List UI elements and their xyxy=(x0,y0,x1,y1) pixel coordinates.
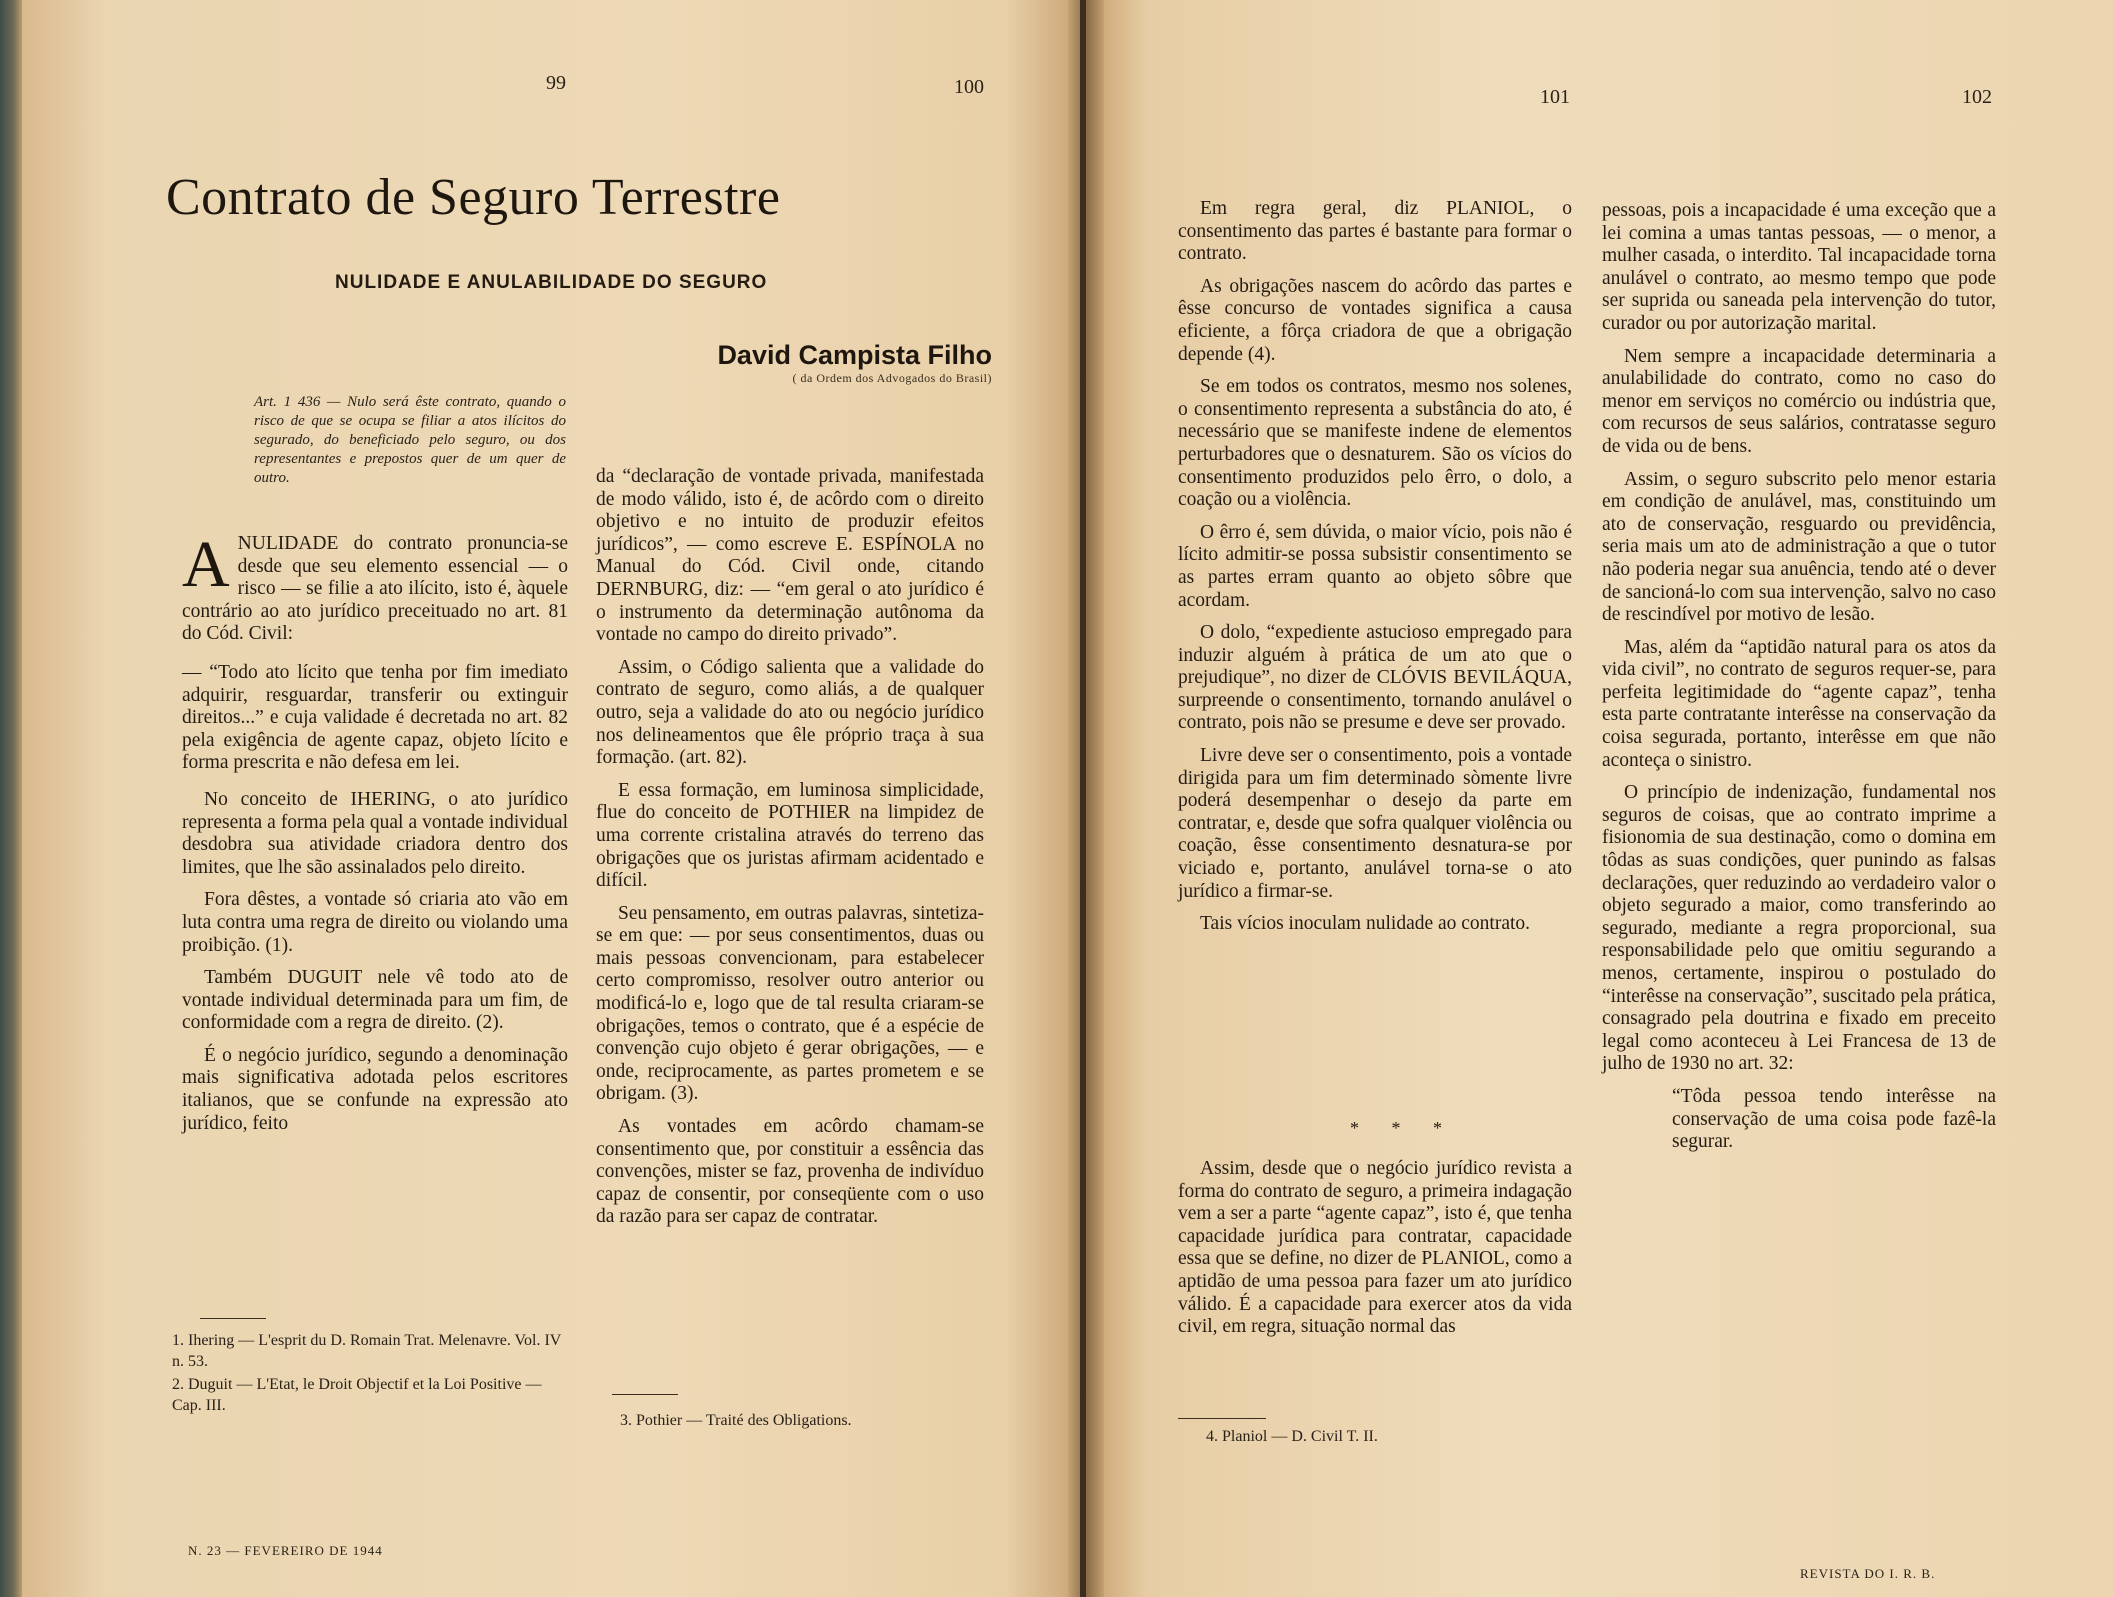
page-number-99: 99 xyxy=(546,72,566,94)
issue-footer: N. 23 — FEVEREIRO DE 1944 xyxy=(188,1543,383,1558)
author-affiliation: ( da Ordem dos Advogados do Brasil) xyxy=(792,371,992,385)
epigraph: Art. 1 436 — Nulo será êste contrato, quando o risco de que se ocupa se filiar a atos ilícitos do segurado, do beneficiado pelo seguro, ou dos representantes e prepostos quer de um quer de outro. xyxy=(254,394,566,486)
footnote-rule xyxy=(1178,1418,1266,1419)
paragraph: O princípio de indenização, fundamental nos seguros de coisas, que ao contrato imprime a fisionomia de sua destinação, como o domina em tôdas as suas condições, quer punindo as falsas declarações, quer reduzindo ao verdadeiro valor o objeto segurado a maior, como transferindo ao segurado, mediante a regra proporcional, sua responsabilidade pelo que omitiu segurando a menos, certamente, inspirou o postulado do “interêsse na conservação”, suscitado pela prática, consagrado pela doutrina e fixado em preceito legal como aconteceu à Lei Francesa de 13 de julho de 1930 no art. 32: xyxy=(1602,782,1996,1075)
page-number-100: 100 xyxy=(954,76,984,98)
quoted-law: “Tôda pessoa tendo interêsse na conservação de uma coisa pode fazê-la segurar. xyxy=(1672,1085,1996,1153)
paragraph: Se em todos os contratos, mesmo nos solenes, o consentimento representa a substância do ato, é necessário que se manifeste indene de elementos perturbadores que o desnaturem. São os vícios do consentimento produzidos pelo êrro, o dolo, a coação ou a violência. xyxy=(1178,376,1572,511)
paragraph: Também DUGUIT nele vê todo ato de vontade individual determinada para um fim, de conformidade com a regra de direito. (2). xyxy=(182,967,568,1034)
paragraph: Assim, o seguro subscrito pelo menor estaria em condição de anulável, mas, constituindo um ato de conservação, resguardo ou previdência, seria mais um ato de administração a que o tutor não poderia negar sua anuência, tendo até o dever de sancioná-lo com sua intervenção, salvo no caso de rescindível por motivo de lesão. xyxy=(1602,468,1996,626)
paragraph: Seu pensamento, em outras palavras, sintetiza-se em que: — por seus consentimentos, duas ou mais pessoas convencionam, para estabelecer certo compromisso, resolver outro anterior ou modificá-lo e, logo que de tal resulta criaram-se obrigações, temos o contrato, que é a espécie de convenção cujo objeto é gerar obrigações, — e onde, reciprocamente, as partes prometem e se obrigam. (3). xyxy=(596,902,984,1105)
paragraph: As obrigações nascem do acôrdo das partes e êsse concurso de vontades significa a causa eficiente, a fôrça criadora de que a obrigação depende (4). xyxy=(1178,275,1572,365)
paragraph: O êrro é, sem dúvida, o maior vício, pois não é lícito admitir-se possa subsistir consentimento se as partes erram quanto ao objeto sôbre que acordam. xyxy=(1178,521,1572,611)
journal-footer: REVISTA DO I. R. B. xyxy=(1800,1566,1936,1581)
page-number-102: 102 xyxy=(1962,86,1992,108)
paragraph: Nem sempre a incapacidade determinaria a anulabilidade do contrato, como no caso do menor em serviços no comércio ou indústria que, com recursos de seus salários, contratasse seguro de vida ou de bens. xyxy=(1602,345,1996,457)
article-title: Contrato de Seguro Terrestre xyxy=(166,169,781,226)
text-column-1 xyxy=(182,528,568,1145)
footnotes-page-99 xyxy=(172,1330,564,1418)
footnote-4: 4. Planiol — D. Civil T. II. xyxy=(1206,1428,1378,1445)
text-column-4 xyxy=(1602,200,1996,1164)
book-spine xyxy=(1068,0,1104,1597)
paragraph: Fora dêstes, a vontade só criaria ato vão em luta contra uma regra de direito ou violando uma proibição. (1). xyxy=(182,889,568,956)
paragraph: da “declaração de vontade privada, manifestada de modo válido, isto é, de acôrdo com o direito objetivo e no intuito de produzir efeitos jurídicos”, — como escreve E. ESPÍNOLA no Manual do Cód. Civil onde, citando DERNBURG, diz: — “em geral o ato jurídico é o instrumento da determinação autônoma da vontade no campo do direito privado”. xyxy=(596,466,984,646)
text-column-2 xyxy=(596,466,984,1239)
text-column-3-continued xyxy=(1178,1158,1572,1349)
paragraph: Tais vícios inoculam nulidade ao contrato. xyxy=(1200,913,1531,935)
drop-cap: A xyxy=(182,528,230,601)
section-separator: * * * xyxy=(1350,1118,1456,1138)
article-subtitle: NULIDADE E ANULABILIDADE DO SEGURO xyxy=(335,272,768,293)
quoted-article: — “Todo ato lícito que tenha por fim imediato adquirir, resguardar, transferir ou extinguir direitos...” e cuja validade é decretada no art. 82 pela exigência de agente capaz, objeto lícito e forma prescrita e não defesa em lei. xyxy=(182,661,568,774)
paragraph: E essa formação, em luminosa simplicidade, flue do conceito de POTHIER na limpidez de uma corrente cristalina através do terreno das obrigações que os juristas afirmam acidentado e difícil. xyxy=(596,779,984,892)
footnote-3: 3. Pothier — Traité des Obligations. xyxy=(620,1412,852,1429)
book-edge xyxy=(0,0,22,1597)
paragraph: pessoas, pois a incapacidade é uma exceção que a lei comina a umas tantas pessoas, — o menor, a mulher casada, o interdito. Tal incapacidade torna anulável o contrato, ao mesmo tempo que pode ser suprida ou saneada pela intervenção do tutor, curador ou por autorização marital. xyxy=(1602,200,1996,334)
paragraph: Livre deve ser o consentimento, pois a vontade dirigida para um fim determinado sòmente livre poderá desempenhar o desejo da parte em contratar, e, desde que sofra qualquer violência ou coação, êsse consentimento desnatura-se por viciado e, portanto, anulável torna-se o ato jurídico a firmar-se. xyxy=(1178,745,1572,902)
footnote-2: 2. Duguit — L'Etat, le Droit Objectif et la Loi Positive — Cap. III. xyxy=(172,1376,542,1414)
paragraph: É o negócio jurídico, segundo a denominação mais significativa adotada pelos escritores italianos, que se confunde na expressão ato jurídico, feito xyxy=(182,1044,568,1134)
paragraph: Em regra geral, diz PLANIOL, o consentimento das partes é bastante para formar o contrato. xyxy=(1178,198,1572,265)
paragraph: Mas, além da “aptidão natural para os atos da vida civil”, no contrato de seguros requer-se, para perfeita legitimidade do “agente capaz”, tenha esta parte contratante interêsse na conservação da coisa segurada, portanto, interêsse em que não aconteça o sinistro. xyxy=(1602,636,1996,771)
footnote-rule xyxy=(200,1318,266,1319)
paragraph: Assim, o Código salienta que a validade do contrato de seguro, como aliás, a de qualquer outro, seja a validade do ato ou negócio jurídico nos delineamentos que êle próprio traça à sua formação. (art. 82). xyxy=(596,656,984,769)
paragraph: O dolo, “expediente astucioso empregado para induzir alguém à prática de um ato que o prejudique”, no dizer de CLÓVIS BEVILÁQUA, surpreende o consentimento, tornando anulável o contrato, pois não se presume e deve ser provado. xyxy=(1178,622,1572,734)
paragraph: No conceito de IHERING, o ato jurídico representa a forma pela qual a vontade individual desdobra sua atividade criadora dentro dos limites, que lhe são assinalados pelo direito. xyxy=(182,788,568,878)
text-column-3 xyxy=(1178,198,1572,946)
paragraph: Assim, desde que o negócio jurídico revista a forma do contrato de seguro, a primeira indagação vem a ser a parte “agente capaz”, isto é, que tenha capacidade jurídica para contratar, capacidade essa que se define, no dizer de PLANIOL, como a aptidão de uma pessoa para fazer um ato jurídico válido. É a capacidade para exercer atos da vida civil, em regra, situação normal das xyxy=(1178,1158,1572,1338)
page-number-101: 101 xyxy=(1540,86,1570,108)
footnote-rule xyxy=(612,1394,678,1395)
paragraph: NULIDADE do contrato pronuncia-se desde que seu elemento essencial — o risco — se filie a ato ilícito, isto é, àquele contrário ao ato jurídico preceituado no art. 81 do Cód. Civil: xyxy=(182,533,568,645)
footnote-1: 1. Ihering — L'esprit du D. Romain Trat. Melenavre. Vol. IV n. 53. xyxy=(172,1332,562,1370)
paragraph: As vontades em acôrdo chamam-se consentimento que, por constituir a essência das convenções, mister se faz, provenha de indivíduo capaz de consentir, por conseqüente com o uso da razão para ser capaz de contratar. xyxy=(596,1116,984,1228)
author-name: David Campista Filho xyxy=(717,340,992,370)
